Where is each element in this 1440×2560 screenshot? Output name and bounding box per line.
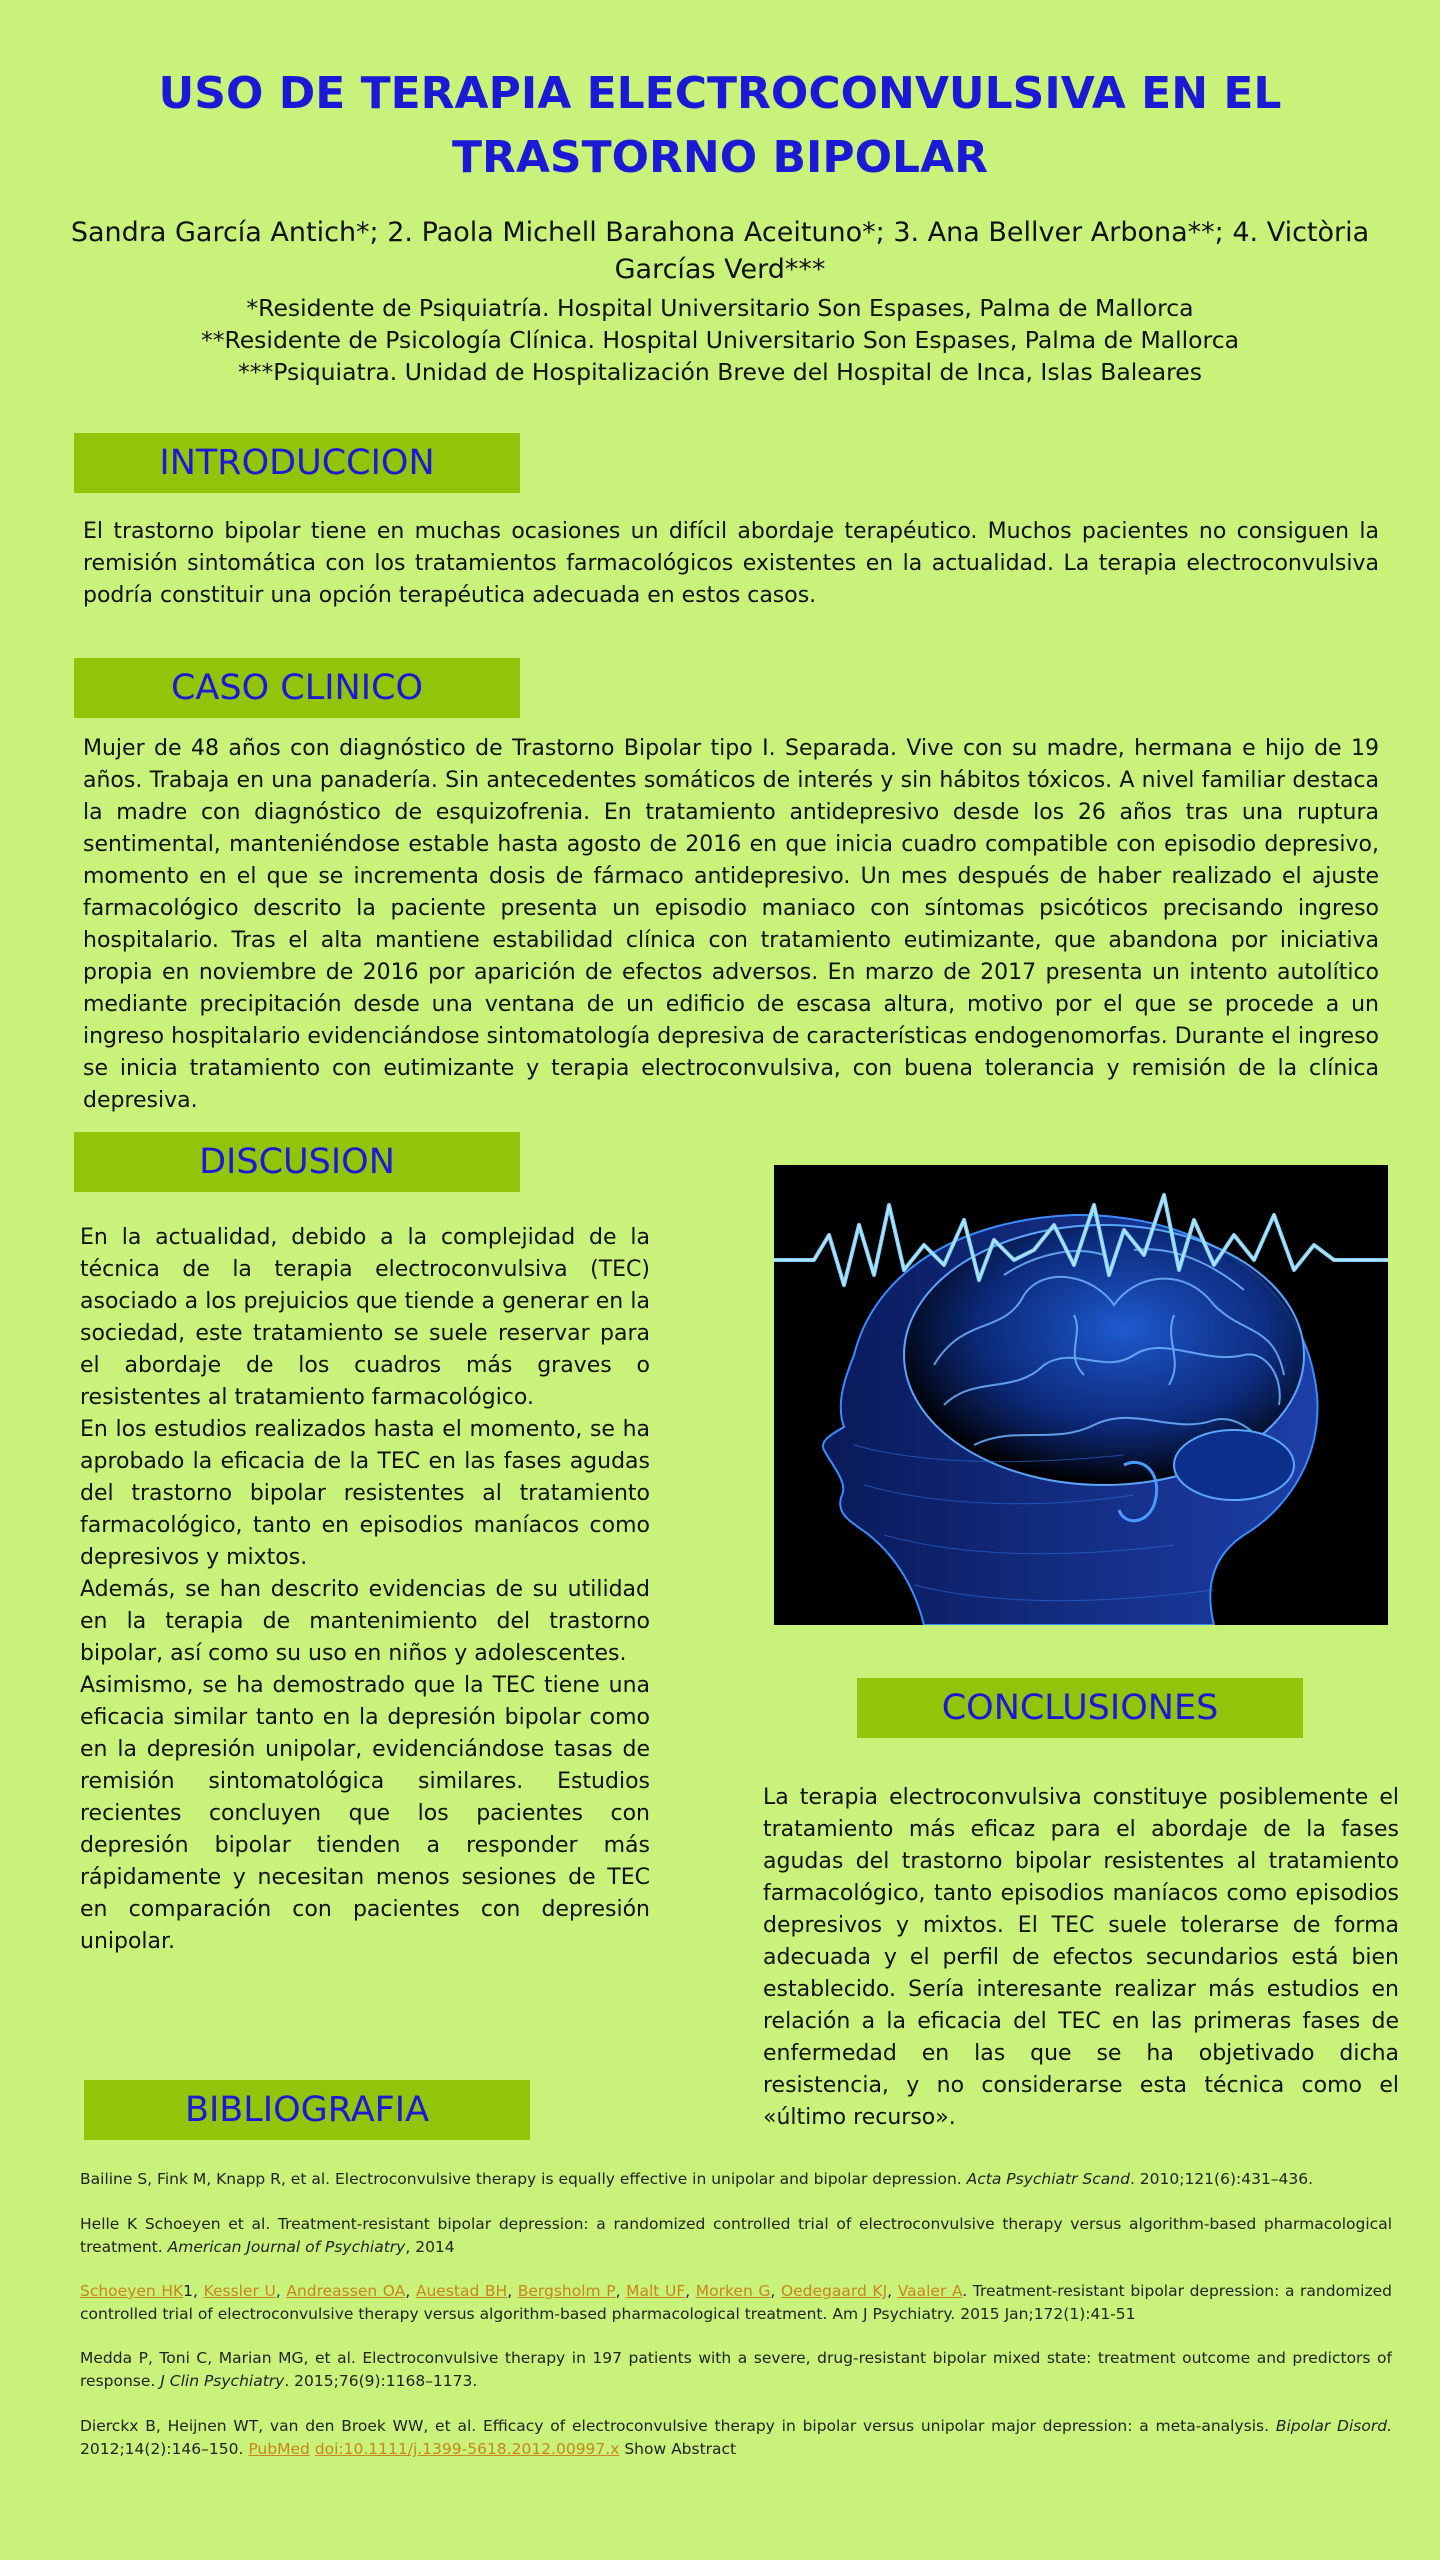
ref-tail: . 2010;121(6):431–436. [1129, 2170, 1314, 2188]
authors: Sandra García Antich*; 2. Paola Michell Barahona Aceituno*; 3. Ana Bellver Arbona**; 4. Victòria Garcías Verd*** [70, 217, 1370, 285]
ref-mid: 2012;14(2):146–150. [80, 2440, 249, 2458]
intro-text: El trastorno bipolar tiene en muchas ocasiones un difícil abordaje terapéutico. Muchos pacientes no consiguen la remisión sintomática con los tratamientos farmacológicos existentes en la actualidad. La terapia electroconvulsiva podría constituir una opción terapéutica adecuada en estos casos. [83, 519, 1379, 608]
ref-tail: , 2014 [405, 2238, 455, 2256]
show-abstract-link[interactable]: Show Abstract [619, 2440, 737, 2458]
discusion-heading: DISCUSION [74, 1132, 520, 1192]
title-line-2: TRASTORNO BIPOLAR [451, 132, 988, 183]
ref-author-link[interactable]: Morken G [695, 2282, 771, 2300]
affiliation-1: *Residente de Psiquiatría. Hospital Universitario Son Espases, Palma de Mallorca [246, 294, 1194, 322]
ref-author-link[interactable]: Vaaler A [897, 2282, 963, 2300]
ref-text: Dierckx B, Heijnen WT, van den Broek WW, et al. Efficacy of electroconvulsive therapy in bipolar versus unipolar major depression: a meta-analysis. [80, 2417, 1276, 2435]
ref-text: Helle K Schoeyen et al. Treatment-resistant bipolar depression: a randomized controlled trial of electroconvulsive therapy versus algorithm-based pharmacological treatment. [80, 2215, 1392, 2256]
reference-1 [80, 2168, 1392, 2191]
ref-tail: . Treatment-resistant bipolar depression: a randomized controlled trial of electroconvulsive therapy versus algorithm-based pharmacological treatment. Am J Psychiatry. 2015 Jan;172(1):41-51 [80, 2282, 1392, 2323]
ref-author-link[interactable]: Schoeyen HK [80, 2282, 184, 2300]
ref-author-link[interactable]: Bergsholm P [517, 2282, 616, 2300]
caso-text: Mujer de 48 años con diagnóstico de Trastorno Bipolar tipo I. Separada. Vive con su madre, hermana e hijo de 19 años. Trabaja en una panadería. Sin antecedentes somáticos de interés y sin hábitos tóxicos. A nivel familiar destaca la madre con diagnóstico de esquizofrenia. En tratamiento antidepresivo desde los 26 años tras una ruptura sentimental, manteniéndose estable hasta agosto de 2016 en que inicia cuadro compatible con episodio depresivo, momento en el que se incrementa dosis de fármaco antidepresivo. Un mes después de haber realizado el ajuste farmacológico descrito la paciente presenta un episodio maniaco con síntomas psicóticos precisando ingreso hospitalario. Tras el alta mantiene estabilidad clínica con tratamiento eutimizante, que abandona por iniciativa propia en noviembre de 2016 por aparición de efectos adversos. En marzo de 2017 presenta un intento autolítico mediante precipitación desde una ventana de un edificio de escasa altura, motivo por el que se procede a un ingreso hospitalario evidenciándose sintomatología depresiva de características endogenomorfas. Durante el ingreso se inicia tratamiento con eutimizante y terapia electroconvulsiva, con buena tolerancia y remisión de la clínica depresiva. [83, 736, 1379, 1113]
caso-heading: CASO CLINICO [74, 658, 520, 718]
ref-author-link[interactable]: Malt UF [626, 2282, 686, 2300]
ref-text: Medda P, Toni C, Marian MG, et al. Electroconvulsive therapy in 197 patients with a severe, drug-resistant bipolar mixed state: treatment outcome and predictors of response. [80, 2349, 1392, 2390]
discusion-paragraph: Además, se han descrito evidencias de su utilidad en la terapia de mantenimiento del trastorno bipolar, así como su uso en niños y adolescentes. [80, 1577, 650, 1666]
discusion-paragraph: Asimismo, se ha demostrado que la TEC tiene una eficacia similar tanto en la depresión bipolar como en la depresión unipolar, evidenciándose tasas de remisión sintomatológica similares. Estudios recientes concluyen que los pacientes con depresión bipolar tienden a responder más rápidamente y necesitan menos sesiones de TEC en comparación con pacientes con depresión unipolar. [80, 1673, 650, 1954]
reference-4 [80, 2347, 1392, 2393]
title-line-1: USO DE TERAPIA ELECTROCONVULSIVA EN EL [158, 68, 1282, 119]
pubmed-link[interactable]: PubMed [248, 2440, 310, 2458]
poster-title [120, 62, 1320, 190]
ref-journal: Bipolar Disord. [1275, 2417, 1392, 2435]
ref-journal: J Clin Psychiatry [160, 2372, 285, 2390]
doi-link[interactable]: doi:10.1111/j.1399-5618.2012.00997.x [314, 2440, 620, 2458]
ref-author-link[interactable]: Oedegaard KJ [780, 2282, 888, 2300]
brain-image [774, 1165, 1388, 1625]
ref-tail: . 2015;76(9):1168–1173. [284, 2372, 478, 2390]
conclusiones-heading: CONCLUSIONES [857, 1678, 1303, 1738]
conclusiones-text: La terapia electroconvulsiva constituye posiblemente el tratamiento más eficaz para el abordaje de la fases agudas del trastorno bipolar resistentes al tratamiento farmacológico, tanto episodios maníacos como episodios depresivos y mixtos. El TEC suele tolerarse de forma adecuada y el perfil de efectos secundarios está bien establecido. Sería interesante realizar más estudios en relación a la eficacia del TEC en las primeras fases de enfermedad en las que se ha objetivado dicha resistencia, y no considerarse esta técnica como el «último recurso». [763, 1785, 1399, 2130]
discusion-paragraph: En los estudios realizados hasta el momento, se ha aprobado la eficacia de la TEC en las fases agudas del trastorno bipolar resistentes al tratamiento farmacológico, tanto en episodios maníacos como depresivos y mixtos. [80, 1417, 650, 1570]
ref-journal: Acta Psychiatr Scand [966, 2170, 1130, 2188]
affiliation-3: ***Psiquiatra. Unidad de Hospitalización Breve del Hospital de Inca, Islas Baleares [237, 358, 1203, 386]
intro-heading: INTRODUCCION [74, 433, 520, 493]
ref-journal: American Journal of Psychiatry [167, 2238, 406, 2256]
bibliografia-heading: BIBLIOGRAFIA [84, 2080, 530, 2140]
ref-text: Bailine S, Fink M, Knapp R, et al. Electroconvulsive therapy is equally effective in unipolar and bipolar depression. [80, 2170, 967, 2188]
reference-2 [80, 2213, 1392, 2259]
ref-author-link[interactable]: Andreassen OA [286, 2282, 406, 2300]
brain-illustration [774, 1165, 1388, 1625]
reference-3: Schoeyen HK1, Kessler U, Andreassen OA, Auestad BH, Bergsholm P, Malt UF, Morken G, Oedegaard KJ, Vaaler A. Treatment-resistant bipolar depression: a randomized controlled trial of electroconvulsive therapy versus algorithm-based pharmacological treatment. Am J Psychiatry. 2015 Jan;172(1):41-51 [80, 2282, 1392, 2323]
ref-author-link[interactable]: Kessler U [203, 2282, 276, 2300]
affiliation-2: **Residente de Psicología Clínica. Hospital Universitario Son Espases, Palma de Mallorca [200, 326, 1240, 354]
ref-author-link[interactable]: Auestad BH [415, 2282, 508, 2300]
discusion-text [80, 1222, 650, 1958]
discusion-paragraph: En la actualidad, debido a la complejidad de la técnica de la terapia electroconvulsiva (TEC) asociado a los prejuicios que tiende a generar en la sociedad, este tratamiento se suele reservar para el abordaje de los cuadros más graves o resistentes al tratamiento farmacológico. [80, 1225, 650, 1410]
reference-5 [80, 2415, 1392, 2461]
